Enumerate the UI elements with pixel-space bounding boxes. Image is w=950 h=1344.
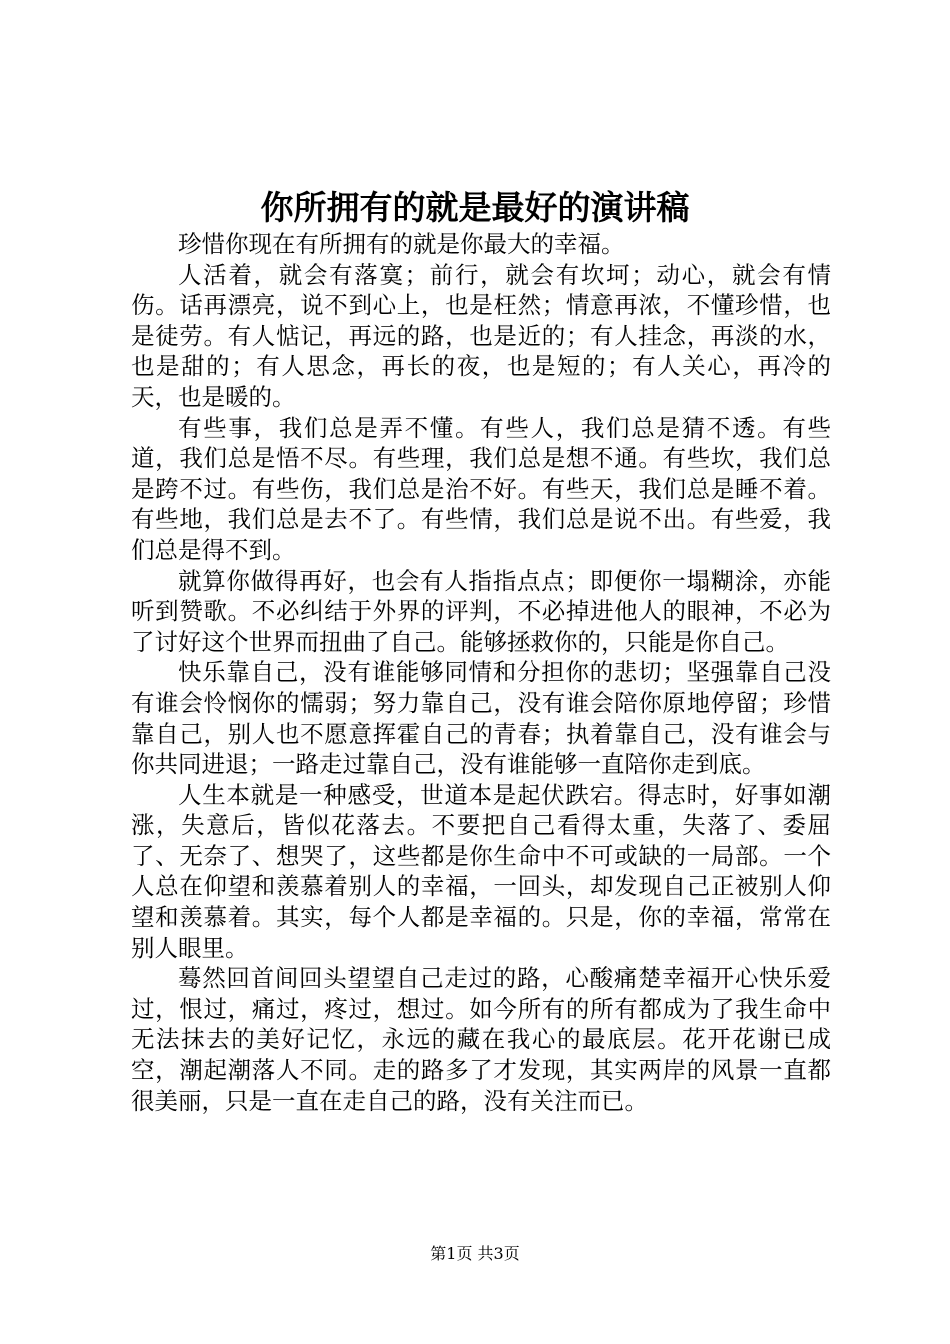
document-title: 你所拥有的就是最好的演讲稿 bbox=[260, 188, 690, 227]
paragraph: 人生本就是一种感受，世道本是起伏跌宕。得志时，好事如潮涨，失意后，皆似花落去。不要把自己看得太重，失落了、委屈了、无奈了、想哭了，这些都是你生命中不可或缺的一局部。一个人总在仰望和羡慕着别人的幸福，一回头，却发现自己正被别人仰望和羡慕着。其实，每个人都是幸福的。只是，你的幸福，常常在别人眼里。 bbox=[131, 780, 831, 962]
paragraph: 珍惜你现在有所拥有的就是你最大的幸福。 bbox=[178, 230, 625, 258]
paragraph: 人活着，就会有落寞；前行，就会有坎坷；动心，就会有情伤。话再漂亮，说不到心上，也是枉然；情意再浓，不懂珍惜，也是徒劳。有人惦记，再远的路，也是近的；有人挂念，再淡的水，也是甜的；有人思念，再长的夜，也是短的；有人关心，再冷的天，也是暖的。 bbox=[131, 260, 831, 411]
paragraph: 快乐靠自己，没有谁能够同情和分担你的悲切；坚强靠自己没有谁会怜悯你的懦弱；努力靠自己，没有谁会陪你原地停留；珍惜靠自己，别人也不愿意挥霍自己的青春；执着靠自己，没有谁会与你共同进退；一路走过靠自己，没有谁能够一直陪你走到底。 bbox=[131, 658, 831, 779]
page-footer: 第1页 共3页 bbox=[430, 1244, 520, 1263]
paragraph: 就算你做得再好，也会有人指指点点；即便你一塌糊涂，亦能听到赞歌。不必纠结于外界的评判，不必掉进他人的眼神，不必为了讨好这个世界而扭曲了自己。能够拯救你的，只能是你自己。 bbox=[131, 566, 831, 656]
paragraph: 有些事，我们总是弄不懂。有些人，我们总是猜不透。有些道，我们总是悟不尽。有些理，我们总是想不通。有些坎，我们总是跨不过。有些伤，我们总是治不好。有些天，我们总是睡不着。有些地，我们总是去不了。有些情，我们总是说不出。有些爱，我们总是得不到。 bbox=[131, 413, 831, 564]
document-body bbox=[131, 229, 831, 1116]
paragraph: 蓦然回首间回头望望自己走过的路，心酸痛楚幸福开心快乐爱过，恨过，痛过，疼过，想过。如今所有的所有都成为了我生命中无法抹去的美好记忆，永远的藏在我心的最底层。花开花谢已成空，潮起潮落人不同。走的路多了才发现，其实两岸的风景一直都很美丽，只是一直在走自己的路，没有关注而已。 bbox=[131, 964, 831, 1115]
